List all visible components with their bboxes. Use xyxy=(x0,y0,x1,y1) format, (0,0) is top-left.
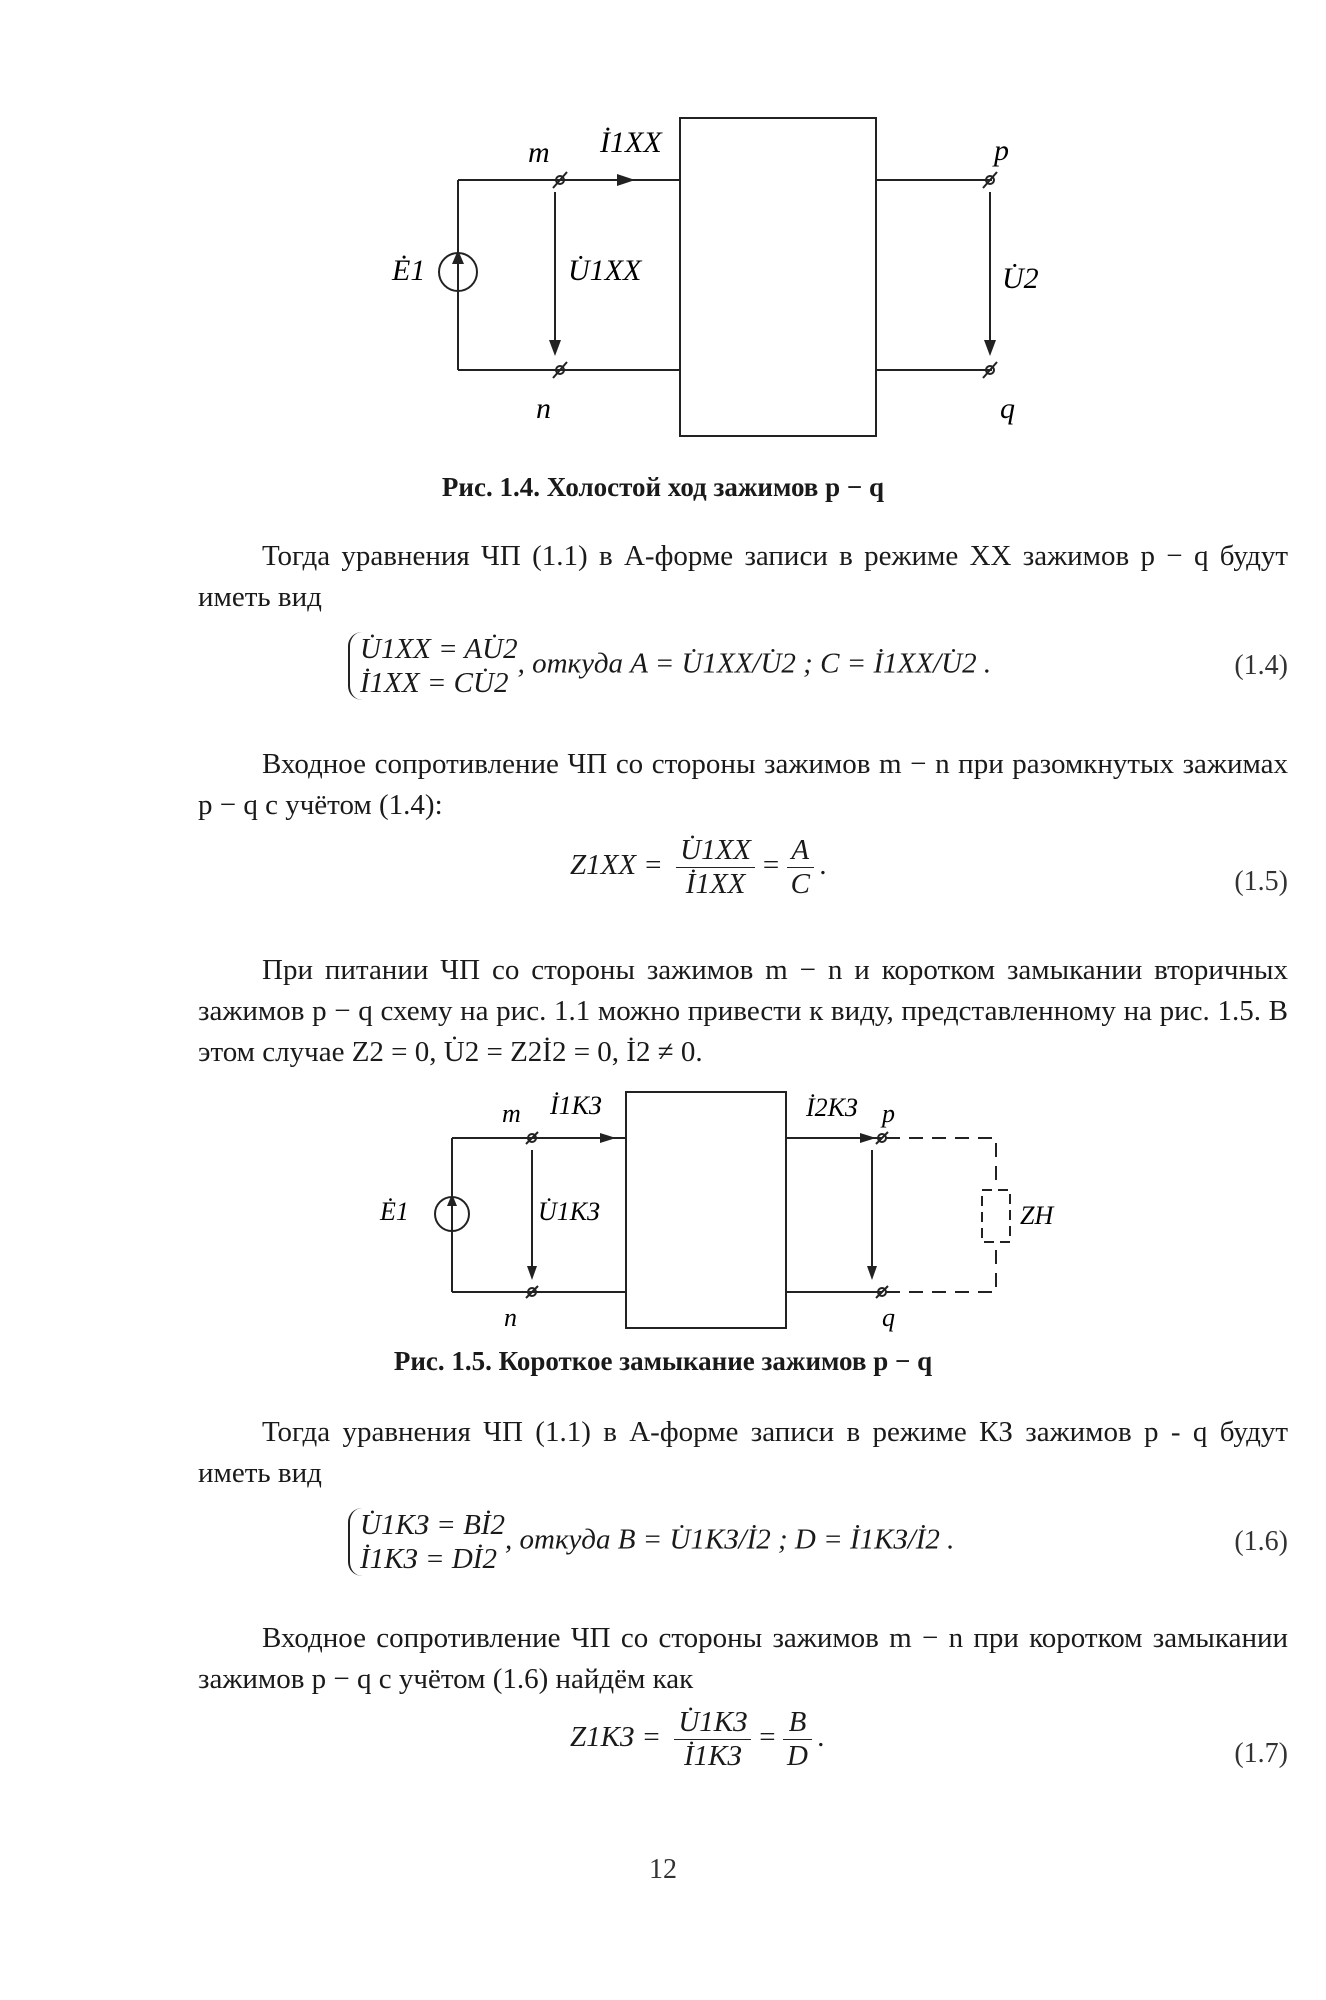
paragraph-5 xyxy=(198,1618,1288,1700)
figure-1-5 xyxy=(0,1086,1326,1336)
eq4-lhs: Z1КЗ = xyxy=(570,1721,662,1754)
label-current: İ1XX xyxy=(600,126,662,159)
eq3-line2: İ1КЗ = Dİ2 xyxy=(360,1543,497,1575)
quadripole-box xyxy=(680,118,876,436)
circuit-open-circuit xyxy=(0,100,1326,460)
figure-1-4-caption: Рис. 1.4. Холостой ход зажимов p − q xyxy=(441,472,885,502)
eq4-number: (1.7) xyxy=(1234,1738,1288,1769)
label-m-2: m xyxy=(502,1099,521,1128)
label-load: ZН xyxy=(1020,1201,1054,1230)
label-p-2: p xyxy=(882,1099,895,1128)
label-q-2: q xyxy=(882,1303,895,1332)
eq1-tail: , откуда A = U̇1XX/U̇2 ; C = İ1XX/U̇2 . xyxy=(517,647,992,680)
eq2-den1: İ1XX xyxy=(685,868,746,900)
eq4-num2: B xyxy=(783,1706,812,1740)
label-m: m xyxy=(528,136,550,169)
paragraph-4-text: Тогда уравнения ЧП (1.1) в A-форме записи в режиме КЗ зажимов p - q будут иметь вид xyxy=(198,1416,1288,1489)
paragraph-3 xyxy=(198,950,1288,1073)
eq1-number: (1.4) xyxy=(1234,650,1288,681)
paragraph-2-text: Входное сопротивление ЧП со стороны зажимов m − n при разомкнутых зажимах p − q с учётом (1.4): xyxy=(198,748,1288,821)
paragraph-4 xyxy=(198,1412,1288,1494)
eq2-den2: C xyxy=(790,868,810,900)
eq2-lhs: Z1XX = xyxy=(570,849,663,882)
eq2-num1: U̇1XX xyxy=(676,834,755,868)
page-number: 12 xyxy=(649,1854,677,1885)
eq1-line2: İ1XX = CU̇2 xyxy=(360,667,509,699)
eq3-line1: U̇1КЗ = Bİ2 xyxy=(360,1509,505,1541)
equation-1-4 xyxy=(198,632,1288,712)
label-source: Ė1 xyxy=(392,254,426,287)
label-source-2: Ė1 xyxy=(380,1197,409,1226)
load-impedance xyxy=(982,1190,1010,1242)
figure-1-5-caption: Рис. 1.5. Короткое замыкание зажимов p − q xyxy=(393,1346,933,1376)
label-n: n xyxy=(536,392,551,425)
label-p: p xyxy=(994,134,1009,167)
eq4-den1: İ1КЗ xyxy=(683,1740,742,1772)
label-n-2: n xyxy=(504,1303,517,1332)
current-arrow xyxy=(617,174,635,186)
eq1-line1: U̇1XX = AU̇2 xyxy=(360,633,518,665)
label-current-out: İ2КЗ xyxy=(806,1093,858,1122)
label-current-in: İ1КЗ xyxy=(550,1091,602,1120)
eq2-number: (1.5) xyxy=(1234,866,1288,897)
circuit-short-circuit xyxy=(0,1086,1326,1336)
eq3-number: (1.6) xyxy=(1234,1526,1288,1557)
label-voltage-out: U̇2 xyxy=(1002,262,1039,295)
label-q: q xyxy=(1000,392,1015,425)
eq2-end: . xyxy=(819,849,828,882)
eq4-num1: U̇1КЗ xyxy=(674,1706,751,1740)
paragraph-2 xyxy=(198,744,1288,826)
eq4-den2: D xyxy=(786,1740,808,1772)
paragraph-1 xyxy=(198,536,1288,618)
equation-1-6 xyxy=(198,1508,1288,1588)
paragraph-3-text: При питании ЧП со стороны зажимов m − n и коротком замыкании вторичных зажимов p − q схему на рис. 1.1 можно привести к виду, представленному на рис. 1.5. В этом случае Z2 = 0, U̇2 = Z2İ2 = 0, İ2 ≠ 0. xyxy=(198,954,1288,1068)
eq3-tail: , откуда B = U̇1КЗ/İ2 ; D = İ1КЗ/İ2 . xyxy=(505,1523,955,1556)
paragraph-1-text: Тогда уравнения ЧП (1.1) в A-форме записи в режиме ХХ зажимов p − q будут иметь вид xyxy=(198,540,1288,613)
eq4-end: . xyxy=(817,1721,826,1754)
eq2-eq: = xyxy=(761,849,781,882)
equation-1-7 xyxy=(198,1706,1288,1802)
label-voltage-in: U̇1XX xyxy=(568,254,642,287)
eq4-eq: = xyxy=(757,1721,777,1754)
paragraph-5-text: Входное сопротивление ЧП со стороны зажимов m − n при коротком замыкании зажимов p − q с учётом (1.6) найдём как xyxy=(198,1622,1288,1695)
quadripole-box-2 xyxy=(626,1092,786,1328)
eq2-num2: A xyxy=(787,834,814,868)
equation-1-5 xyxy=(198,834,1288,930)
figure-1-4 xyxy=(0,100,1326,460)
label-voltage-in-2: U̇1КЗ xyxy=(538,1197,600,1226)
